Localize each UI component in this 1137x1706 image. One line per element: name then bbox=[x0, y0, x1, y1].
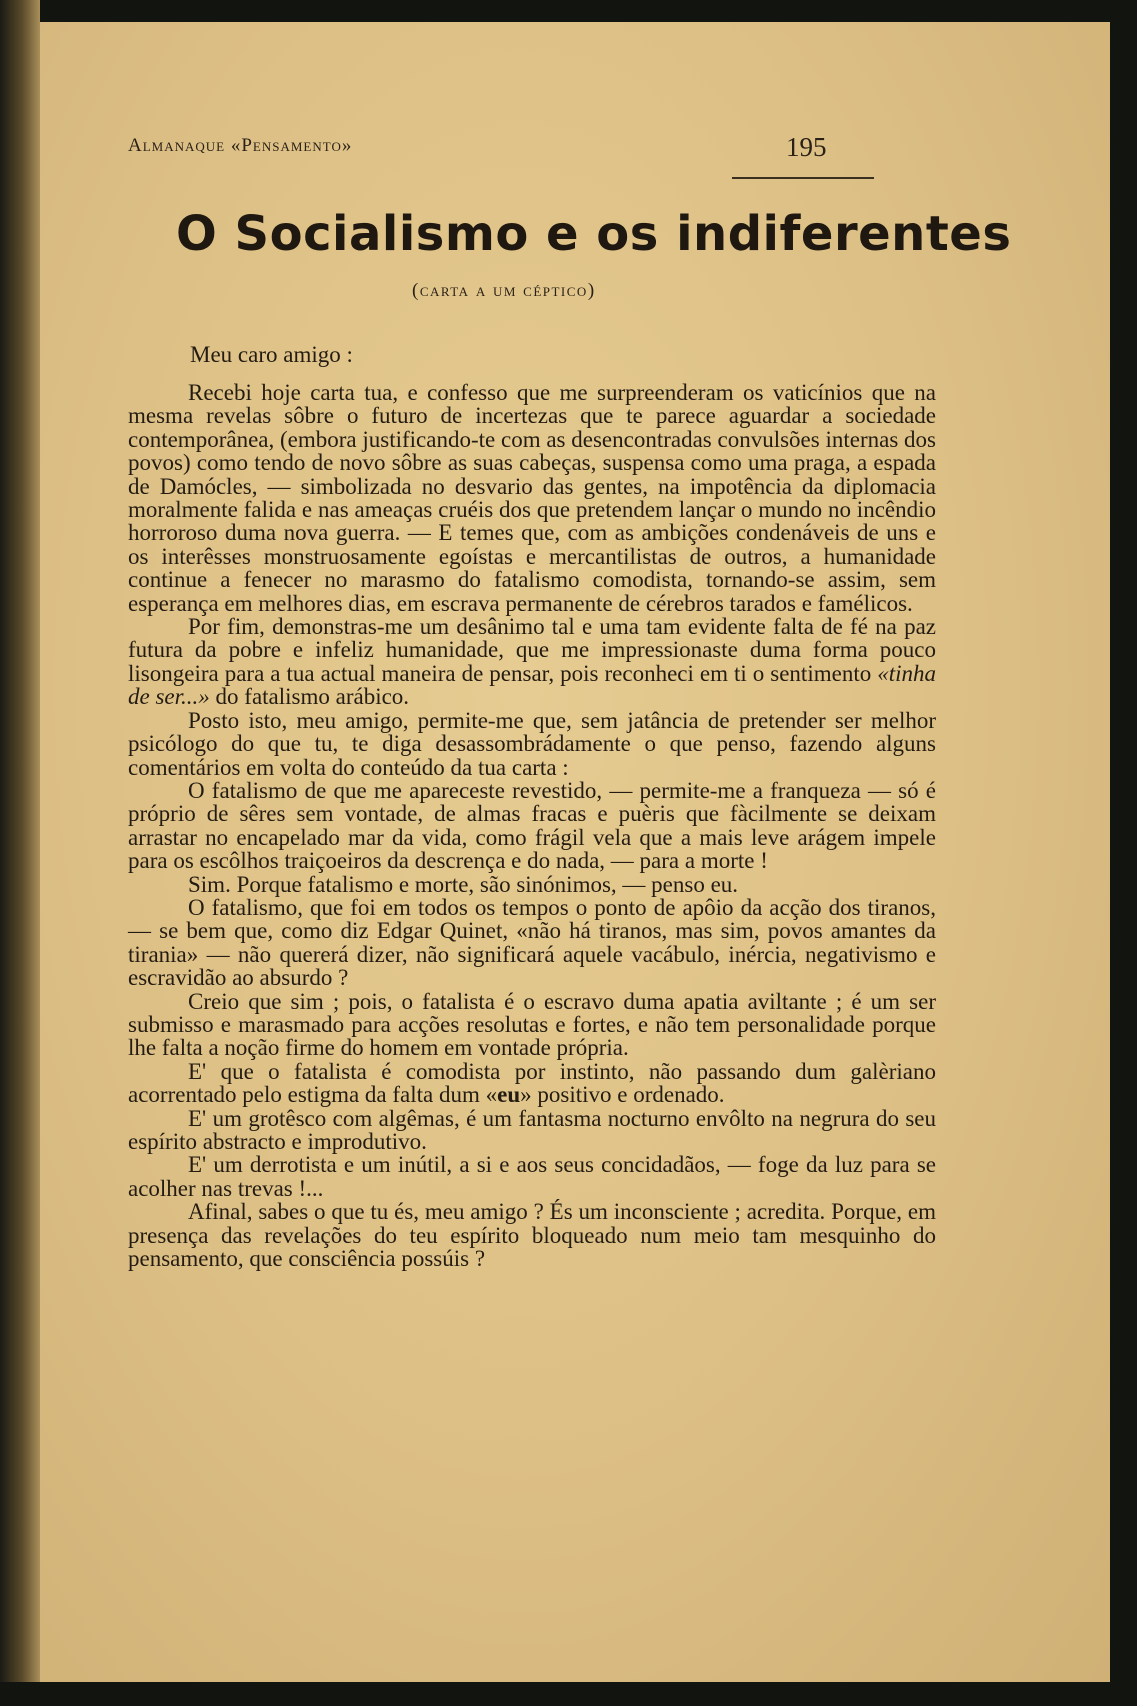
paragraph: E' que o fatalista é comodista por instinto, não passando dum galèriano acorrentado pelo estigma da falta dum «eu» positivo e ordenado. bbox=[128, 1058, 936, 1108]
article-subtitle: (carta a um céptico) bbox=[412, 280, 596, 301]
book-spine-shadow bbox=[0, 0, 40, 1706]
paragraph: E' um grotêsco com algêmas, é um fantasma nocturno envôlto na negrura do seu espírito abstracto e improdutivo. bbox=[128, 1105, 936, 1154]
paragraph: O fatalismo, que foi em todos os tempos o ponto de apôio da acção dos tiranos, — se bem que, como diz Edgar Quinet, «não há tiranos, mas sim, povos amantes da tirania» — não quererá dizer, não significará aquele vacábulo, inércia, negativismo e escravidão ao absurdo ? bbox=[128, 894, 936, 991]
article-body bbox=[128, 381, 936, 1270]
quoted-phrase: «tinha de ser...» bbox=[128, 660, 936, 710]
page-number: 195 bbox=[786, 132, 827, 162]
running-head: Almanaque «Pensamento» bbox=[128, 135, 353, 156]
paragraph: Sim. Porque fatalismo e morte, são sinónimos, — penso eu. bbox=[188, 871, 739, 897]
header-rule bbox=[732, 177, 874, 179]
scan-border-right bbox=[1110, 0, 1137, 1706]
paragraph: Creio que sim ; pois, o fatalista é o escravo duma apatia aviltante ; é um ser submisso e marasmado para acções resolutas e fortes, e não tem personalidade porque lhe falta a noção firme do homem em vontade própria. bbox=[128, 988, 936, 1061]
paragraph: O fatalismo de que me apareceste revestido, — permite-me a franqueza — só é próprio de sêres sem vontade, de almas fracas e puèris que fàcilmente se deixam arrastar no encapelado mar da vida, como frágil vela que a mais leve arágem impele para os escôlhos traiçoeiros da descrença e do nada, — para a morte ! bbox=[128, 777, 936, 874]
paragraph: Recebi hoje carta tua, e confesso que me surpreenderam os vaticínios que na mesma revelas sôbre o futuro de incertezas que te parece aguardar a sociedade contemporânea, (embora justificando-te com as desencontradas convulsões internas dos povos) como tendo de novo sôbre as suas cabeças, suspensa como uma praga, a espada de Damócles, — simbolizada no desvario das gentes, na impotência da diplomacia moralmente falida e nas ameaças cruéis dos que pretendem lançar o mundo no incêndio horroroso duma nova guerra. — E temes que, com as ambições condenáveis de uns e os interêsses monstruosamente egoístas e mercantilistas de outros, a humanidade continue a fenecer no marasmo do fatalismo comodista, tornando-se assim, sem esperança em melhores dias, em escrava permanente de cérebros tarados e famélicos. bbox=[128, 380, 936, 616]
paragraph: E' um derrotista e um inútil, a si e aos seus concidadãos, — foge da luz para se acolher nas trevas !... bbox=[128, 1152, 936, 1201]
paragraph: Afinal, sabes o que tu és, meu amigo ? És um inconsciente ; acredita. Porque, em presença das revelações do teu espírito bloqueado num meio tam mesquinho do pensamento, que consciência possúis ? bbox=[128, 1199, 936, 1272]
bold-word: eu bbox=[497, 1082, 521, 1108]
scan-border-bottom bbox=[0, 1682, 1137, 1706]
paragraph: Posto isto, meu amigo, permite-me que, sem jatância de pretender ser melhor psicólogo do que tu, te diga desassombrádamente o que penso, fazendo alguns comentários em volta do conteúdo da tua carta : bbox=[128, 707, 936, 780]
paragraph: Por fim, demonstras-me um desânimo tal e uma tam evidente falta de fé na paz futura da pobre e infeliz humanidade, que me impressionaste duma forma pouco lisongeira para a tua actual maneira de pensar, pois reconheci em ti o sentimento «tinha de ser...» do fatalismo arábico. bbox=[128, 614, 936, 710]
salutation: Meu caro amigo : bbox=[190, 342, 353, 367]
article-title: O Socialismo e os indiferentes bbox=[176, 206, 1012, 262]
